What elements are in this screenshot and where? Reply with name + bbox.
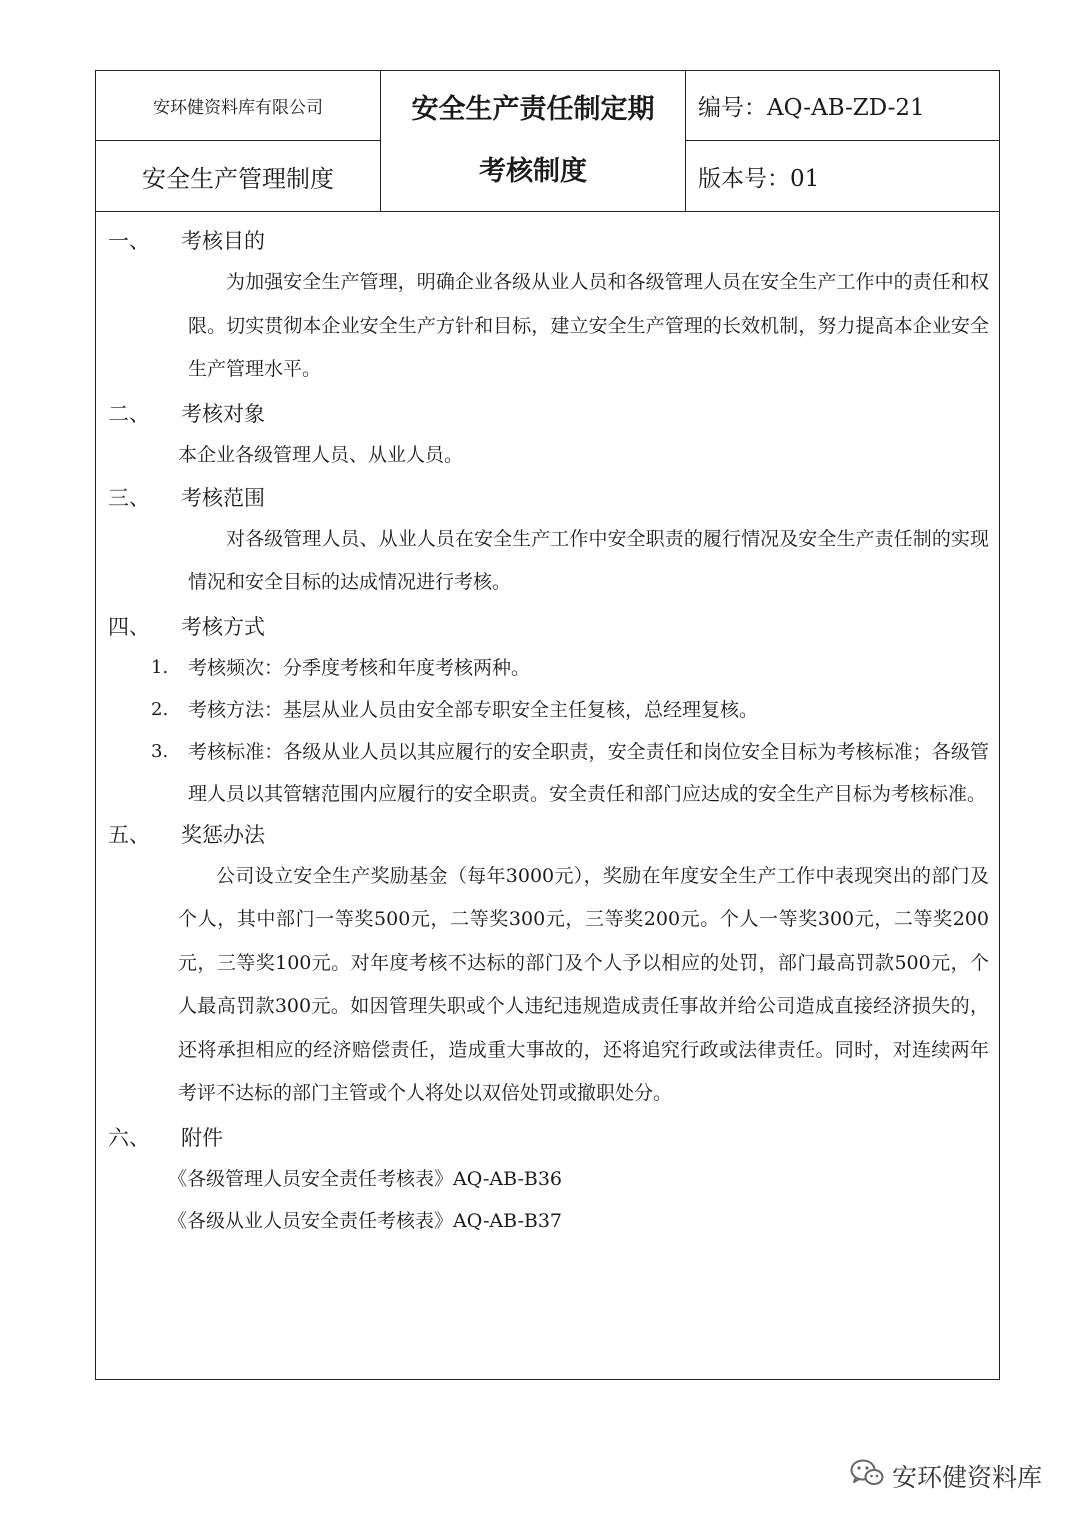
section-number: 四、 (108, 614, 150, 639)
section-heading (96, 221, 999, 261)
section-title: 附件 (181, 1125, 223, 1150)
section-paragraph: 为加强安全生产管理，明确企业各级从业人员和各级管理人员在安全生产工作中的责任和权限。切实贯彻本企业安全生产方针和目标，建立安全生产管理的长效机制，努力提高本企业安全生产管理水平。 (188, 271, 989, 380)
document-header (96, 71, 999, 212)
section-title: 考核对象 (181, 401, 265, 426)
watermark-text: 安环健资料库 (891, 1463, 1042, 1492)
list-item-number: 2. (151, 698, 169, 720)
document-code: 编号：AQ-AB-ZD-21 (686, 71, 999, 141)
section-title: 考核方式 (181, 614, 265, 639)
list-item-text: 考核标准：各级从业人员以其应履行的安全职责，安全责任和岗位安全目标为考核标准；各级管理人员以其管辖范围内应履行的安全职责。安全责任和部门应达成的安全生产目标为考核标准。 (188, 740, 989, 805)
section-number: 一、 (108, 229, 150, 253)
section-number: 六、 (108, 1125, 150, 1150)
title-line-2: 考核制度 (479, 156, 587, 187)
watermark (850, 1458, 1042, 1494)
section-heading (96, 394, 999, 434)
list-item-text: 考核方法：基层从业人员由安全部专职安全主任复核，总经理复核。 (188, 698, 759, 721)
list-item (151, 689, 989, 731)
document-version: 版本号：01 (698, 165, 820, 192)
method-list (151, 647, 989, 815)
section-heading (96, 815, 999, 855)
section-number: 三、 (108, 485, 150, 510)
title-line-1: 安全生产责任制定期 (411, 94, 655, 125)
section-number: 二、 (108, 401, 150, 426)
section-paragraph: 本企业各级管理人员、从业人员。 (178, 443, 464, 466)
section-paragraph: 对各级管理人员、从业人员在安全生产工作中安全职责的履行情况及安全生产责任制的实现情况和安全目标的达成情况进行考核。 (188, 527, 989, 593)
document-title (381, 71, 686, 211)
document-frame (95, 70, 1000, 1380)
list-item (151, 731, 989, 815)
list-item-number: 1. (151, 656, 169, 678)
list-item-number: 3. (151, 740, 169, 762)
list-item-text: 考核频次：分季度考核和年度考核两种。 (188, 656, 531, 679)
section-paragraph: 公司设立安全生产奖励基金（每年3000元），奖励在年度安全生产工作中表现突出的部门及个人，其中部门一等奖500元，二等奖300元，三等奖200元。个人一等奖300元，二等奖200元，三等奖100元。对年度考核不达标的部门及个人予以相应的处罚，部门最高罚款500元，个人最高罚款300元。如因管理失职或个人违纪违规造成责任事故并给公司造成直接经济损失的，还将承担相应的经济赔偿责任，造成重大事故的，还将追究行政或法律责任。同时，对连续两年考评不达标的部门主管或个人将处以双倍处罚或撤职处分。 (178, 864, 989, 1104)
section-heading (96, 478, 999, 518)
attachment-item: 《各级从业人员安全责任考核表》AQ-AB-B37 (168, 1209, 563, 1232)
document-body (96, 221, 999, 1242)
section-title: 考核目的 (181, 229, 265, 253)
section-heading (96, 1118, 999, 1158)
list-item (151, 647, 989, 689)
wechat-icon (850, 1458, 884, 1494)
company-name: 安环健资料库有限公司 (96, 71, 381, 141)
system-name: 安全生产管理制度 (96, 141, 381, 211)
attachment-item: 《各级管理人员安全责任考核表》AQ-AB-B36 (168, 1167, 563, 1190)
section-title: 考核范围 (181, 485, 265, 510)
section-heading (96, 607, 999, 647)
section-number: 五、 (108, 822, 150, 847)
section-title: 奖惩办法 (181, 822, 265, 847)
